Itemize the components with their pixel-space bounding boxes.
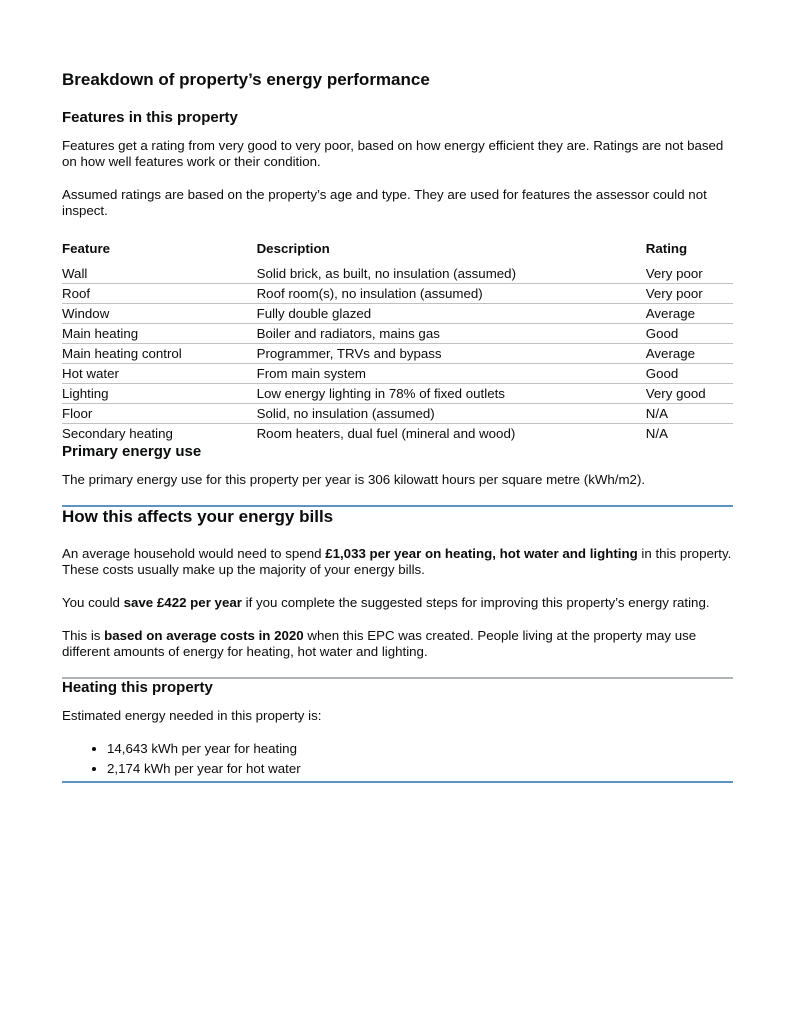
table-row [62,344,733,364]
bills-p2-saving: save £422 per year [123,595,242,610]
bills-p3-text-end: when this EPC was created. People living at the property may use different amounts of energy for heating, hot water and lighting. [62,628,697,659]
rating-cell: Very poor [646,264,733,284]
column-header-rating: Rating [645,241,688,256]
heating-intro: Estimated energy needed in this property is: [62,708,322,723]
column-header-description: Description [256,241,330,256]
energy-needed-list [84,741,733,777]
energy-bills-heading: How this affects your energy bills [62,507,334,526]
description-cell: From main system [257,364,646,384]
description-cell: Roof room(s), no insulation (assumed) [257,284,646,304]
heating-heading: Heating this property [62,679,213,696]
section-heating [62,679,733,777]
table-row [62,364,733,384]
table-row [62,404,733,424]
feature-cell: Floor [62,404,257,424]
table-row [62,424,733,444]
rating-cell: Average [646,304,733,324]
rating-cell: Very good [646,384,733,404]
table-header-row [62,241,733,264]
feature-cell: Wall [62,264,257,284]
section-divider-blue-bottom [62,781,733,783]
feature-cell: Roof [62,284,257,304]
feature-cell: Lighting [62,384,257,404]
rating-cell: N/A [646,404,733,424]
feature-cell: Window [62,304,257,324]
rating-cell: Good [646,364,733,384]
table-row [62,304,733,324]
bills-paragraph-3 [62,628,733,660]
table-row [62,284,733,304]
bills-p1-text-end: in this property. These costs usually make up the majority of your energy bills. [62,546,732,577]
list-item-hot-water-kwh: • 2,174 kWh per year for hot water [107,761,733,777]
feature-cell: Secondary heating [62,426,173,441]
feature-cell: Main heating [62,324,257,344]
description-cell: Boiler and radiators, mains gas [257,324,646,344]
features-paragraph-1: Features get a rating from very good to very poor, based on how energy efficient they are. Ratings are not based on how well features work or their condition. [62,138,724,169]
primary-energy-paragraph: The primary energy use for this property per year is 306 kilowatt hours per square metre (kWh/m2). [62,472,646,487]
features-heading: Features in this property [62,109,238,126]
primary-energy-heading: Primary energy use [62,443,202,460]
section-energy-bills [62,507,733,660]
table-row [62,264,733,284]
description-cell: Low energy lighting in 78% of fixed outlets [257,384,646,404]
bills-p1-text: An average household would need to spend [62,546,326,561]
column-header-feature: Feature [62,241,111,256]
table-row [62,384,733,404]
description-cell: Programmer, TRVs and bypass [257,344,646,364]
description-cell: Room heaters, dual fuel (mineral and wood) [256,426,516,441]
description-cell: Solid brick, as built, no insulation (assumed) [257,264,646,284]
bills-p2-text-end: if you complete the suggested steps for improving this property’s energy rating. [241,595,710,610]
rating-cell: Average [646,344,733,364]
section-breakdown [62,70,733,488]
rating-cell: N/A [645,426,668,441]
rating-cell: Very poor [646,284,733,304]
bills-p1-cost: £1,033 per year on heating, hot water and lighting [325,546,638,561]
bills-p2-text: You could [62,595,124,610]
table-row [62,324,733,344]
bills-paragraph-2 [62,595,733,611]
bills-p3-text: This is [62,628,105,643]
description-cell: Fully double glazed [257,304,646,324]
features-paragraph-2: Assumed ratings are based on the property’s age and type. They are used for features the assessor could not inspect. [62,187,707,218]
feature-cell: Main heating control [62,344,257,364]
description-cell: Solid, no insulation (assumed) [257,404,646,424]
list-item-heating-kwh: • 14,643 kWh per year for heating [107,741,733,757]
rating-cell: Good [646,324,733,344]
features-table [62,241,733,443]
feature-cell: Hot water [62,364,257,384]
bills-paragraph-1 [62,546,733,578]
bills-p3-basis: based on average costs in 2020 [104,628,304,643]
breakdown-heading: Breakdown of property’s energy performance [62,70,430,89]
